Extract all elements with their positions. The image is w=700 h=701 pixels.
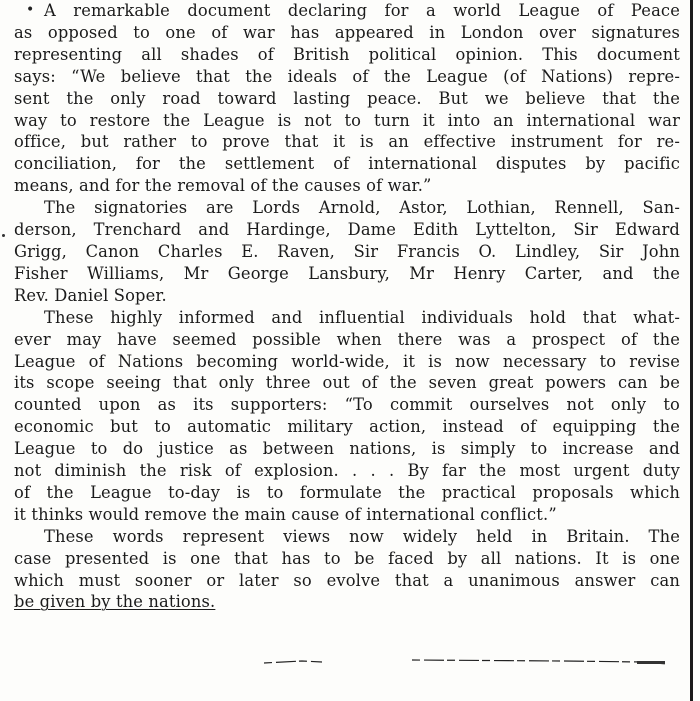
text-line: as opposed to one of war has appeared in London over signatures	[14, 22, 680, 42]
text-line: These words represent views now widely held in Britain. The	[44, 526, 680, 546]
paragraph-3	[14, 307, 680, 526]
text-line: derson, Trenchard and Hardinge, Dame Edith Lyttelton, Sir Edward	[14, 220, 680, 240]
text-line: counted upon as its supporters: “To commit ourselves not only to	[14, 395, 680, 415]
text-line: which must sooner or later so evolve that a unanimous answer can	[14, 570, 680, 590]
paragraph-2	[14, 197, 680, 307]
text-line: The signatories are Lords Arnold, Astor, Lothian, Rennell, San-	[44, 198, 680, 218]
column-rule	[690, 0, 693, 701]
article-column	[14, 0, 680, 613]
text-line: says: “We believe that the ideals of the League (of Nations) repre-	[14, 66, 680, 86]
text-line: Grigg, Canon Charles E. Raven, Sir Francis O. Lindley, Sir John	[14, 241, 680, 261]
bullet-mark: •	[26, 2, 35, 18]
text-line: representing all shades of British political opinion. This document	[14, 44, 680, 64]
text-line: case presented is one that has to be faced by all nations. It is one	[14, 548, 680, 568]
text-line: economic but to automatic military action, instead of equipping the	[14, 417, 680, 437]
text-line: A remarkable document declaring for a world League of Peace	[44, 1, 680, 20]
text-line: not diminish the risk of explosion. . . . By far the most urgent duty	[14, 461, 680, 481]
ink-speck	[2, 234, 5, 237]
text-line: Rev. Daniel Soper.	[14, 285, 167, 305]
text-line: League to do justice as between nations, is simply to increase and	[14, 439, 680, 459]
text-line: Fisher Williams, Mr George Lansbury, Mr Henry Carter, and the	[14, 263, 680, 283]
text-line: means, and for the removal of the causes of war.”	[14, 176, 432, 196]
text-line: be given by the nations.	[14, 592, 216, 612]
text-line: way to restore the League is not to turn it into an international war	[14, 110, 680, 130]
text-line: office, but rather to prove that it is an effective instrument for re-	[14, 132, 680, 152]
paragraph-1	[14, 0, 680, 197]
text-line: its scope seeing that only three out of the seven great powers can be	[14, 373, 680, 393]
text-line: ever may have seemed possible when there was a prospect of the	[14, 329, 680, 349]
text-line: These highly informed and influential individuals hold that what-	[44, 307, 680, 327]
text-line: sent the only road toward lasting peace. But we believe that the	[14, 88, 680, 108]
text-line: of the League to-day is to formulate the practical proposals which	[14, 482, 680, 502]
text-line: it thinks would remove the main cause of international conflict.”	[14, 504, 557, 524]
paragraph-4	[14, 526, 680, 614]
text-line: conciliation, for the settlement of international disputes by pacific	[14, 154, 680, 174]
ink-smudge-line	[262, 658, 672, 666]
text-line: League of Nations becoming world-wide, it is now necessary to revise	[14, 351, 680, 371]
